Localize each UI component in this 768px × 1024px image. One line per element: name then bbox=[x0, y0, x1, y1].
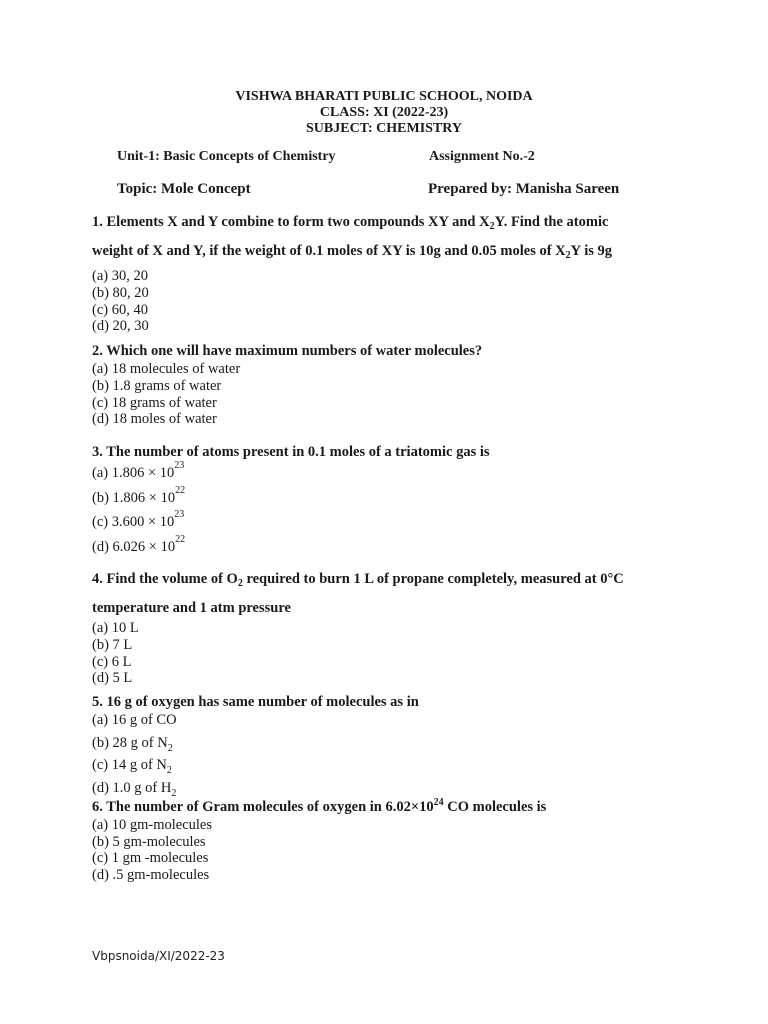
option: (b) 7 L bbox=[92, 636, 133, 653]
question-6 bbox=[92, 793, 692, 884]
option: (c) 1 gm -molecules bbox=[92, 850, 209, 867]
option: (c) 14 g of $N_2$ bbox=[92, 757, 172, 777]
option: (a) 16 g of CO bbox=[92, 712, 177, 728]
option: (c) 18 grams of water bbox=[92, 394, 217, 411]
question-4 bbox=[92, 567, 692, 687]
question-4-stem: 4. Find the volume of $O_2$ required to burn 1 L of propane completely, measured at 0°C temperature and 1 atm pressure bbox=[92, 571, 624, 616]
option: (a) 10 gm-molecules bbox=[92, 816, 212, 833]
option: (b) 28 g of $N_2$ bbox=[92, 734, 173, 754]
option: (d) .5 gm-molecules bbox=[92, 867, 210, 884]
question-2-stem: 2. Which one will have maximum numbers of water molecules? bbox=[92, 343, 483, 359]
option: (c) $3.600 \times 10^{23}$ bbox=[92, 509, 185, 530]
option: (b) 80, 20 bbox=[92, 284, 149, 301]
subject-line: SUBJECT: CHEMISTRY bbox=[306, 121, 462, 136]
question-5-stem: 5. 16 g of oxygen has same number of molecules as in bbox=[92, 694, 419, 710]
option: (d) 1.0 g of $H_2$ bbox=[92, 780, 177, 799]
question-5 bbox=[92, 692, 692, 803]
option: (a) 18 molecules of water bbox=[92, 361, 241, 377]
topic-title: Topic: Mole Concept bbox=[117, 181, 251, 197]
question-1-stem: 1. Elements X and Y combine to form two compounds XY and $X_2Y$. Find the atomic weight of X and Y, if the weight of 0.1 moles of XY is 10g and 0.05 moles of $X_2Y$ is 9g bbox=[92, 214, 613, 261]
option: (b) 1.8 grams of water bbox=[92, 377, 222, 394]
option: (d) 5 L bbox=[92, 670, 133, 687]
option: (d) $6.026 \times 10^{22}$ bbox=[92, 533, 186, 555]
question-6-stem: 6. The number of Gram molecules of oxygen in $6.02\times 10^{24}$ CO molecules is bbox=[92, 797, 547, 815]
option: (c) 60, 40 bbox=[92, 301, 148, 318]
class-line: CLASS: XI (2022-23) bbox=[319, 105, 449, 120]
unit-title: Unit-1: Basic Concepts of Chemistry bbox=[117, 149, 336, 164]
question-3-stem: 3. The number of atoms present in 0.1 moles of a triatomic gas is bbox=[92, 444, 490, 460]
option: (b) $1.806 \times 10^{22}$ bbox=[92, 484, 186, 506]
option: (d) 18 moles of water bbox=[92, 411, 217, 428]
question-1 bbox=[92, 210, 692, 335]
question-3 bbox=[92, 442, 692, 560]
prepared-by: Prepared by: Manisha Sareen bbox=[428, 181, 620, 197]
question-2 bbox=[92, 341, 692, 428]
option: (a) 10 L bbox=[92, 620, 139, 636]
assignment-number: Assignment No.-2 bbox=[429, 149, 535, 164]
option: (a) 30, 20 bbox=[92, 268, 148, 284]
school-name: VISHWA BHARATI PUBLIC SCHOOL, NOIDA bbox=[235, 89, 533, 104]
option: (b) 5 gm-molecules bbox=[92, 833, 206, 850]
option: (d) 20, 30 bbox=[92, 318, 149, 335]
option: (c) 6 L bbox=[92, 653, 132, 670]
option: (a) $1.806 \times 10^{23}$ bbox=[92, 460, 185, 481]
page-footer: Vbpsnoida/XI/2022-23 bbox=[92, 949, 225, 963]
